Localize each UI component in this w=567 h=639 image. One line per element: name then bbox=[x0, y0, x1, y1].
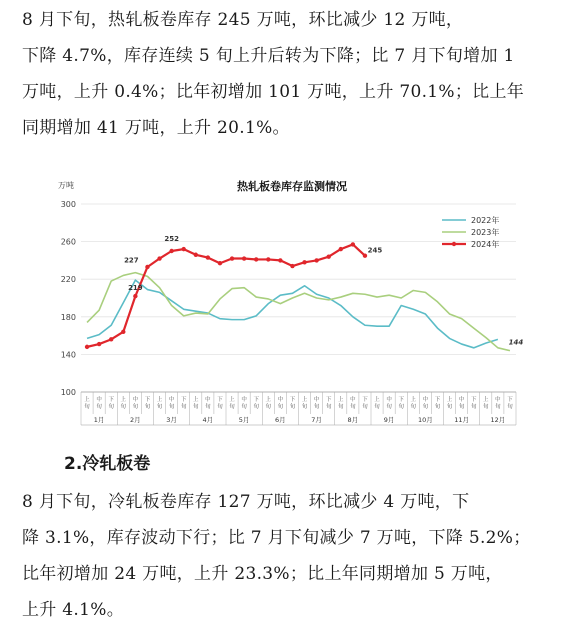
x-sub-label: 旬 bbox=[458, 404, 465, 410]
y-tick-label: 300 bbox=[60, 200, 76, 209]
x-sub-label: 上 bbox=[156, 397, 163, 403]
series-line bbox=[87, 280, 498, 348]
x-sub-label: 中 bbox=[205, 397, 211, 403]
data-label: 219 bbox=[128, 284, 143, 293]
data-point bbox=[254, 257, 258, 261]
x-month-label: 2月 bbox=[130, 416, 141, 424]
data-point bbox=[121, 330, 125, 334]
y-tick-label: 180 bbox=[60, 312, 76, 322]
data-point bbox=[218, 261, 222, 265]
data-point bbox=[85, 345, 89, 349]
x-sub-label: 中 bbox=[277, 397, 284, 403]
x-sub-label: 旬 bbox=[241, 404, 247, 410]
x-sub-label: 下 bbox=[217, 397, 223, 403]
x-sub-label: 上 bbox=[338, 397, 344, 403]
paragraph-line: 同期增加 41 万吨，上升 20.1%。 bbox=[22, 118, 290, 138]
x-month-label: 11月 bbox=[454, 416, 470, 424]
x-sub-label: 旬 bbox=[470, 404, 477, 410]
data-point bbox=[314, 258, 318, 262]
x-sub-label: 旬 bbox=[156, 404, 163, 410]
x-sub-label: 上 bbox=[193, 397, 199, 403]
x-month-label: 10月 bbox=[417, 416, 433, 424]
legend-label: 2024年 bbox=[471, 240, 500, 249]
x-sub-label: 旬 bbox=[144, 404, 151, 410]
series-lines bbox=[85, 242, 510, 350]
x-sub-label: 下 bbox=[180, 397, 187, 403]
legend-marker bbox=[452, 242, 456, 246]
data-labels bbox=[124, 235, 523, 347]
x-axis bbox=[81, 392, 516, 425]
x-sub-label: 下 bbox=[470, 397, 477, 403]
series-line bbox=[87, 273, 510, 351]
x-sub-label: 旬 bbox=[277, 404, 284, 410]
x-sub-label: 旬 bbox=[193, 404, 199, 410]
x-month-label: 9月 bbox=[383, 416, 395, 424]
paragraph-line: 8 月下旬，热轧板卷库存 245 万吨，环比减少 12 万吨， bbox=[22, 10, 464, 30]
x-sub-label: 下 bbox=[253, 397, 259, 403]
data-point bbox=[327, 254, 331, 258]
x-sub-label: 下 bbox=[507, 397, 513, 403]
x-sub-label: 中 bbox=[422, 397, 429, 403]
x-sub-label: 旬 bbox=[338, 404, 344, 410]
data-point bbox=[133, 294, 137, 298]
data-label: 144 bbox=[508, 338, 524, 347]
x-sub-label: 中 bbox=[96, 397, 102, 403]
y-gridlines bbox=[81, 204, 516, 354]
x-sub-label: 旬 bbox=[446, 404, 453, 410]
data-point bbox=[363, 254, 367, 258]
data-point bbox=[302, 260, 306, 264]
x-sub-label: 旬 bbox=[374, 404, 380, 410]
x-sub-label: 上 bbox=[446, 397, 453, 403]
x-sub-label: 上 bbox=[483, 397, 489, 403]
x-sub-label: 旬 bbox=[398, 404, 404, 410]
x-sub-label: 上 bbox=[410, 397, 417, 403]
x-sub-label: 中 bbox=[313, 397, 320, 403]
x-sub-label: 下 bbox=[398, 397, 404, 403]
x-sub-label: 旬 bbox=[205, 404, 211, 410]
x-sub-label: 旬 bbox=[422, 404, 429, 410]
x-sub-label: 中 bbox=[350, 397, 356, 403]
x-sub-label: 下 bbox=[362, 397, 368, 403]
y-tick-label: 260 bbox=[60, 237, 76, 247]
x-month-label: 6月 bbox=[275, 416, 286, 424]
paragraph-line: 降 3.1%，库存波动下行；比 7 月下旬减少 7 万吨，下降 5.2%； bbox=[22, 528, 531, 548]
data-point bbox=[169, 249, 173, 253]
x-sub-label: 中 bbox=[132, 397, 139, 403]
x-sub-label: 旬 bbox=[289, 404, 296, 410]
x-sub-label: 旬 bbox=[96, 404, 102, 410]
data-point bbox=[182, 247, 186, 251]
y-axis-ticks bbox=[61, 200, 76, 397]
x-sub-label: 旬 bbox=[84, 404, 90, 410]
data-label: 252 bbox=[164, 235, 180, 244]
x-sub-label: 中 bbox=[241, 397, 247, 403]
data-point bbox=[194, 253, 198, 257]
data-point bbox=[339, 247, 343, 251]
x-month-label: 8月 bbox=[347, 416, 359, 424]
y-tick-label: 100 bbox=[60, 388, 76, 397]
x-sub-label: 旬 bbox=[217, 404, 223, 410]
chart-legend bbox=[442, 215, 499, 249]
x-sub-label: 下 bbox=[289, 397, 296, 403]
x-sub-label: 旬 bbox=[495, 404, 501, 410]
cold-rolled-paragraph bbox=[22, 484, 546, 628]
y-tick-label: 220 bbox=[60, 275, 76, 285]
x-sub-label: 上 bbox=[84, 397, 90, 403]
data-point bbox=[97, 342, 101, 346]
x-sub-label: 旬 bbox=[350, 404, 356, 410]
paragraph-line: 上升 4.1%。 bbox=[22, 600, 124, 620]
x-sub-label: 中 bbox=[168, 397, 175, 403]
x-sub-label: 上 bbox=[229, 397, 235, 403]
chart-title: 热轧板卷库存监测情况 bbox=[237, 180, 347, 193]
x-sub-label: 中 bbox=[386, 397, 392, 403]
x-sub-label: 上 bbox=[120, 397, 127, 403]
x-sub-label: 旬 bbox=[410, 404, 417, 410]
paragraph-line: 8 月下旬，冷轧板卷库存 127 万吨，环比减少 4 万吨，下 bbox=[22, 492, 470, 512]
data-point bbox=[242, 256, 246, 260]
x-sub-label: 旬 bbox=[325, 404, 332, 410]
data-point bbox=[278, 258, 282, 262]
data-point bbox=[230, 256, 234, 260]
x-sub-label: 旬 bbox=[507, 404, 513, 410]
data-point bbox=[157, 256, 161, 260]
x-sub-label: 旬 bbox=[483, 404, 489, 410]
x-month-label: 7月 bbox=[311, 416, 322, 424]
x-sub-label: 上 bbox=[301, 397, 308, 403]
x-sub-label: 旬 bbox=[180, 404, 187, 410]
x-sub-label: 中 bbox=[495, 397, 501, 403]
x-sub-label: 旬 bbox=[108, 404, 114, 410]
data-point bbox=[145, 265, 149, 269]
hot-rolled-inventory-chart bbox=[46, 168, 526, 424]
x-sub-label: 上 bbox=[265, 397, 272, 403]
x-sub-label: 旬 bbox=[313, 404, 320, 410]
x-sub-label: 旬 bbox=[434, 404, 441, 410]
x-sub-label: 旬 bbox=[253, 404, 259, 410]
x-sub-label: 下 bbox=[108, 397, 114, 403]
x-sub-label: 下 bbox=[144, 397, 151, 403]
hot-rolled-paragraph bbox=[22, 2, 546, 146]
x-sub-label: 旬 bbox=[265, 404, 272, 410]
data-point bbox=[290, 264, 294, 268]
x-month-label: 4月 bbox=[202, 416, 214, 424]
legend-label: 2023年 bbox=[471, 228, 500, 237]
section-heading: 2.冷轧板卷 bbox=[64, 454, 151, 474]
x-month-label: 5月 bbox=[238, 416, 250, 424]
x-sub-label: 旬 bbox=[362, 404, 368, 410]
legend-label: 2022年 bbox=[471, 216, 500, 225]
x-month-label: 3月 bbox=[166, 416, 177, 424]
paragraph-line: 比年初增加 24 万吨，上升 23.3%；比上年同期增加 5 万吨， bbox=[22, 564, 503, 584]
x-sub-label: 旬 bbox=[132, 404, 139, 410]
data-label: 245 bbox=[367, 246, 383, 255]
paragraph-line: 下降 4.7%，库存连续 5 旬上升后转为下降；比 7 月下旬增加 1 bbox=[22, 46, 515, 66]
data-point bbox=[351, 242, 355, 246]
x-sub-label: 旬 bbox=[301, 404, 308, 410]
x-month-label: 12月 bbox=[490, 416, 506, 424]
data-point bbox=[206, 255, 210, 259]
x-sub-label: 下 bbox=[325, 397, 332, 403]
x-sub-label: 旬 bbox=[229, 404, 235, 410]
data-point bbox=[109, 337, 113, 341]
x-sub-label: 旬 bbox=[120, 404, 127, 410]
y-axis-unit-label: 万吨 bbox=[58, 181, 74, 190]
x-sub-label: 上 bbox=[374, 397, 380, 403]
x-month-label: 1月 bbox=[93, 416, 105, 424]
x-sub-label: 下 bbox=[434, 397, 441, 403]
data-label: 227 bbox=[124, 256, 139, 265]
x-sub-label: 旬 bbox=[168, 404, 175, 410]
x-sub-label: 中 bbox=[458, 397, 465, 403]
x-sub-label: 旬 bbox=[386, 404, 392, 410]
paragraph-line: 万吨，上升 0.4%；比年初增加 101 万吨，上升 70.1%；比上年 bbox=[22, 82, 525, 102]
data-point bbox=[266, 257, 270, 261]
y-tick-label: 140 bbox=[60, 350, 76, 360]
